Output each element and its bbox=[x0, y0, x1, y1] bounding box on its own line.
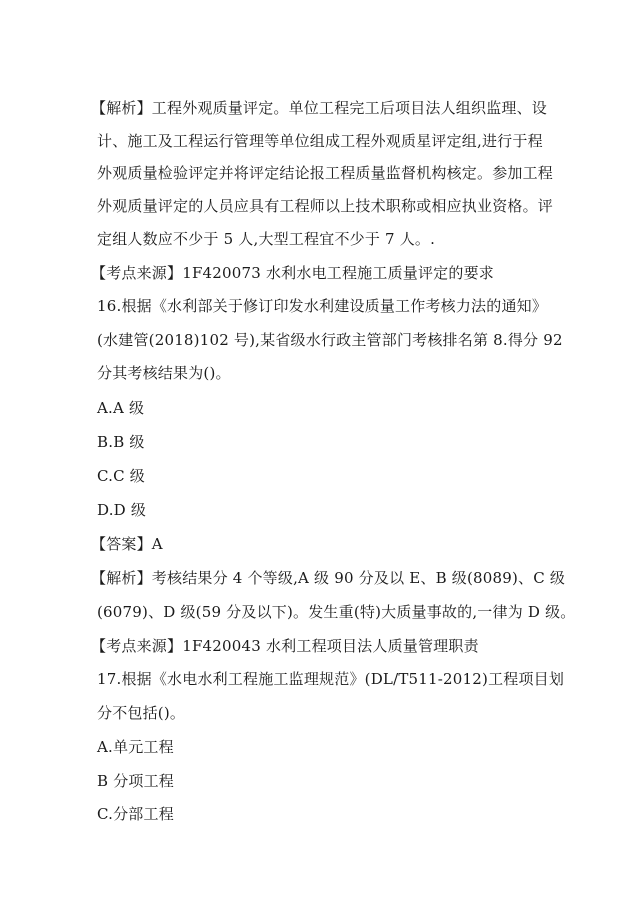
option-b: B.B 级 bbox=[97, 433, 145, 451]
answer-line: 【答案】A bbox=[91, 535, 163, 553]
analysis-line: 【解析】考核结果分 4 个等级,A 级 90 分及以 E、B 级(8089)、C 级 bbox=[91, 569, 566, 587]
question-text: 分其考核结果为()。 bbox=[97, 364, 231, 382]
source-line: 【考点来源】1F420073 水利水电工程施工质量评定的要求 bbox=[91, 264, 494, 282]
question-text: 17.根据《水电水利工程施工监理规范》(DL/T511-2012)工程项目划 bbox=[97, 670, 565, 688]
option-b: B 分项工程 bbox=[97, 772, 174, 790]
option-d: D.D 级 bbox=[97, 501, 147, 519]
analysis-line: 外观质量评定的人员应具有工程师以上技术职称或相应执业资格。评 bbox=[97, 197, 554, 215]
question-text: 16.根据《水利部关于修订印发水利建设质量工作考核力法的通知》 bbox=[97, 297, 548, 315]
option-c: C.分部工程 bbox=[97, 805, 174, 823]
analysis-line: (6079)、D 级(59 分及以下)。发生重(特)大质量事故的,一律为 D 级。 bbox=[97, 603, 576, 621]
question-text: (水建管(2018)102 号),某省级水行政主管部门考核排名第 8.得分 92 bbox=[97, 331, 563, 349]
option-c: C.C 级 bbox=[97, 467, 145, 485]
analysis-line: 外观质量检验评定并将评定结论报工程质量监督机构核定。参加工程 bbox=[97, 164, 554, 182]
source-line: 【考点来源】1F420043 水利工程项目法人质量管理职责 bbox=[91, 637, 479, 655]
option-a: A.A 级 bbox=[97, 399, 145, 417]
option-a: A.单元工程 bbox=[97, 738, 174, 756]
analysis-line: 【解析】工程外观质量评定。单位工程完工后项目法人组织监理、设 bbox=[91, 99, 548, 117]
question-text: 分不包括()。 bbox=[97, 704, 186, 722]
analysis-line: 计、施工及工程运行管理等单位组成工程外观质星评定组,进行于程 bbox=[97, 132, 543, 150]
analysis-line: 定组人数应不少于 5 人,大型工程宜不少于 7 人。. bbox=[97, 230, 436, 248]
